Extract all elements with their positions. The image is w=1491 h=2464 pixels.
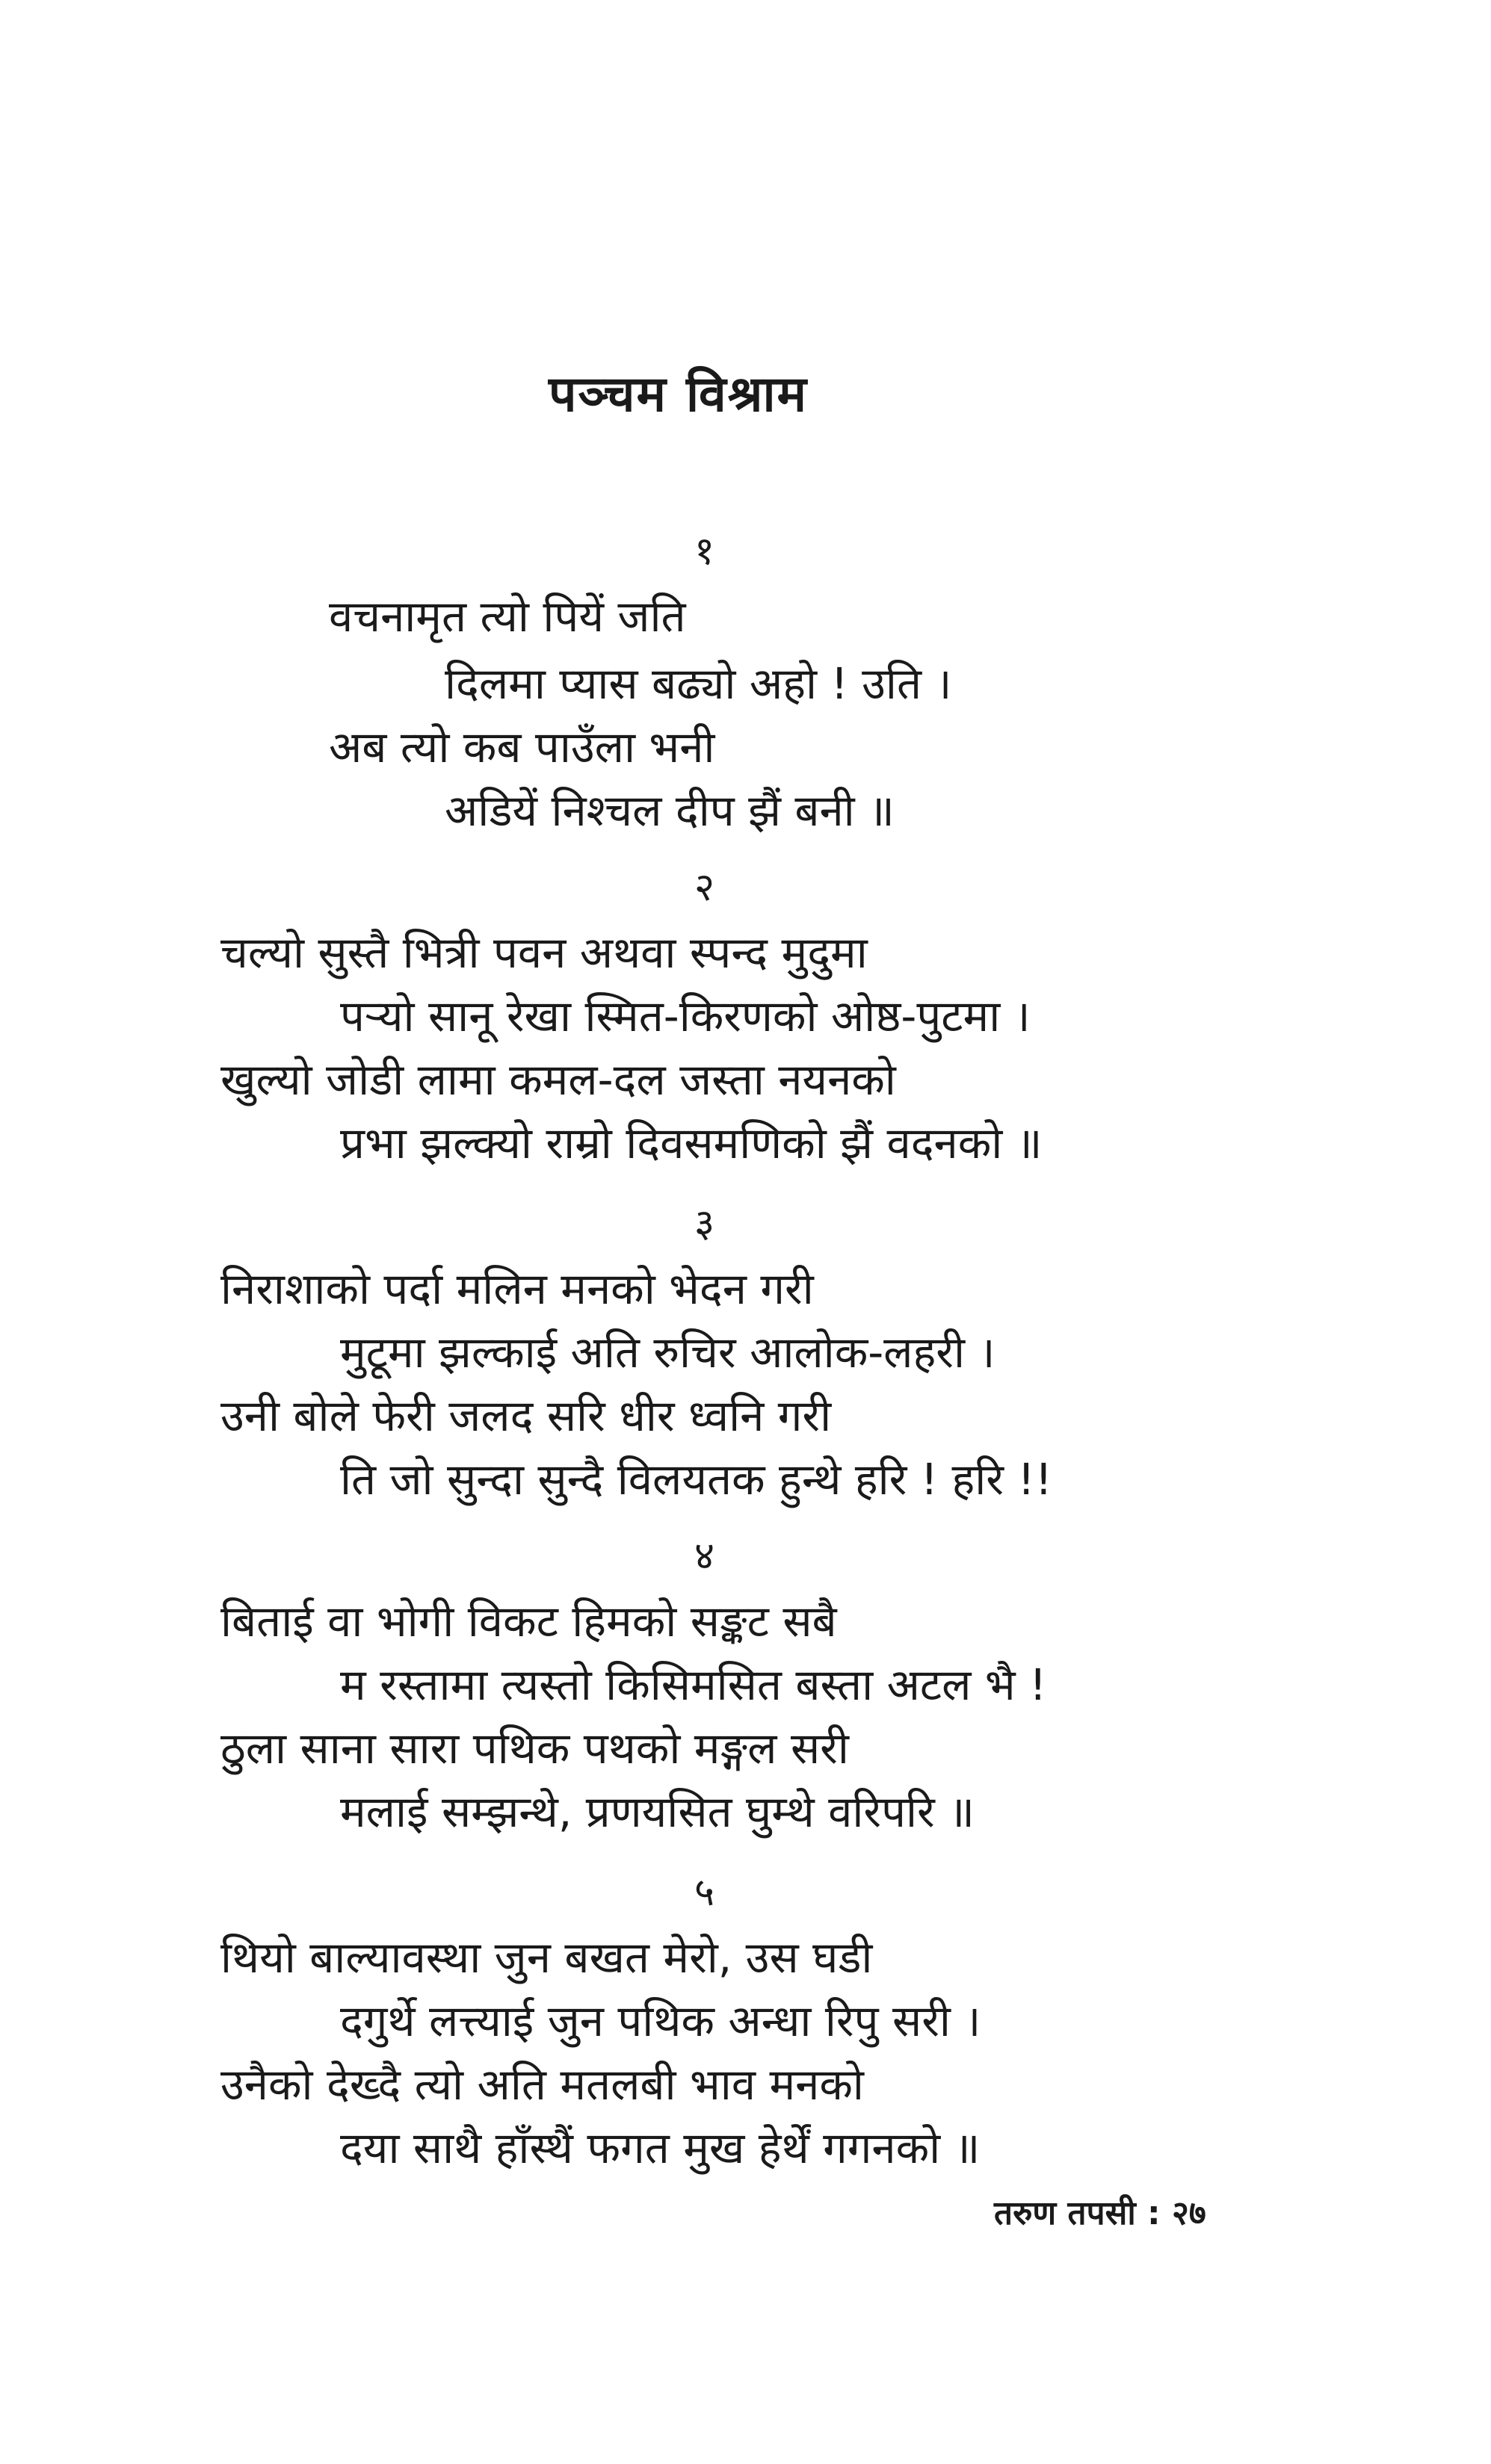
stanza-number: १ [694,529,715,574]
verse-line: उनैको देख्दै त्यो अति मतलबी भाव मनको [220,2059,864,2110]
verse-line: अब त्यो कब पाउँला भनी [329,722,715,773]
verse-line: खुल्यो जोडी लामा कमल-दल जस्ता नयनको [220,1054,896,1105]
verse-line: दया साथै हाँस्थैं फगत मुख हेर्थें गगनको ॥ [340,2123,981,2173]
stanza-number: ५ [694,1870,715,1915]
verse-line: मलाई सम्झन्थे, प्रणयसित घुम्थे वरिपरि ॥ [340,1786,975,1837]
verse-line: अडियें निश्चल दीप झैं बनी ॥ [445,785,895,836]
verse-line: प्रभा झल्क्यो राम्रो दिवसमणिको झैं वदनको ॥ [340,1118,1043,1168]
page-footer: तरुण तपसी : २७ [994,2194,1206,2232]
verse-line: पर्‍यो सानू रेखा स्मित-किरणको ओष्ठ-पुटमा । [340,991,1031,1041]
verse-line: दिलमा प्यास बढ्यो अहो ! उति । [445,658,952,709]
stanza-number: ४ [694,1534,715,1579]
verse-line: ठुला साना सारा पथिक पथको मङ्गल सरी [220,1723,849,1774]
verse-line: उनी बोले फेरी जलद सरि धीर ध्वनि गरी [220,1390,832,1441]
verse-line: चल्यो सुस्तै भित्री पवन अथवा स्पन्द मुदुमा [220,927,868,978]
verse-line: दगुर्थे लत्त्याई जुन पथिक अन्धा रिपु सरी । [340,1996,981,2046]
verse-line: मुटूमा झल्काई अति रुचिर आलोक-लहरी । [340,1327,995,1378]
verse-line: ति जो सुन्दा सुन्दै विलयतक हुन्थे हरि ! हरि !! [340,1454,1052,1505]
verse-line: म रस्तामा त्यस्तो किसिमसित बस्ता अटल भै ! [340,1659,1047,1710]
stanza-number: ३ [694,1201,715,1246]
chapter-heading: पञ्चम विश्राम [548,365,809,423]
verse-line: वचनामृत त्यो पियें जति [329,591,686,642]
verse-line: थियो बाल्यावस्था जुन बखत मेरो, उस घडी [220,1932,873,1983]
verse-line: निराशाको पर्दा मलिन मनको भेदन गरी [220,1263,814,1314]
stanza-number: २ [694,865,715,910]
verse-line: बिताई वा भोगी विकट हिमको सङ्कट सबै [220,1596,837,1647]
